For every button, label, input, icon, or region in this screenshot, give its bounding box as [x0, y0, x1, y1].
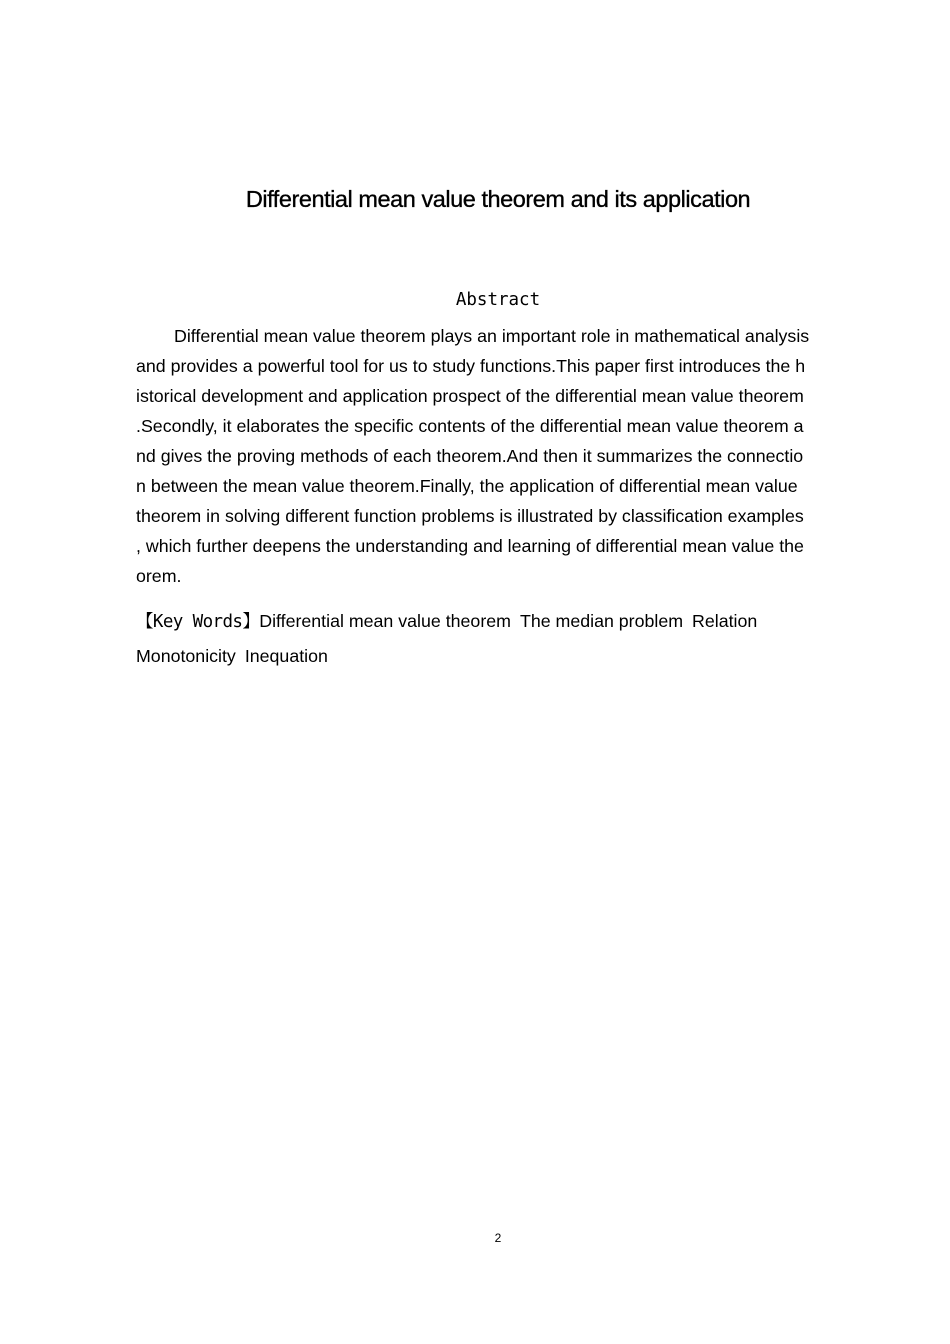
keywords-line	[136, 639, 876, 674]
abstract-line: istorical development and application prospect of the differential mean value theorem	[136, 386, 804, 406]
keywords-line	[136, 604, 876, 639]
abstract-body	[136, 321, 876, 591]
page-number: 2	[494, 1231, 502, 1245]
abstract-line: .Secondly, it elaborates the specific contents of the differential mean value theorem a	[136, 416, 804, 436]
abstract-line: , which further deepens the understanding and learning of differential mean value the	[136, 536, 804, 556]
abstract-line: and provides a powerful tool for us to study functions.This paper first introduces the h	[136, 356, 806, 376]
abstract-line: orem.	[136, 566, 182, 586]
keyword-item: The median problem	[519, 611, 684, 631]
paper-title: Differential mean value theorem and its application	[245, 186, 751, 212]
keyword-item: Monotonicity	[136, 646, 236, 666]
abstract-line: Differential mean value theorem plays an important role in mathematical analysis	[174, 326, 810, 346]
abstract-line: theorem in solving different function problems is illustrated by classification examples	[136, 506, 804, 526]
keywords-section	[136, 604, 876, 674]
keywords-label: 【Key Words】	[136, 612, 260, 632]
abstract-line: nd gives the proving methods of each theorem.And then it summarizes the connectio	[136, 446, 804, 466]
abstract-line: n between the mean value theorem.Finally, the application of differential mean value	[136, 476, 798, 496]
keyword-item: Differential mean value theorem	[259, 611, 511, 631]
keyword-item: Relation	[692, 611, 758, 631]
keyword-item: Inequation	[244, 646, 328, 666]
abstract-heading: Abstract	[455, 290, 541, 310]
